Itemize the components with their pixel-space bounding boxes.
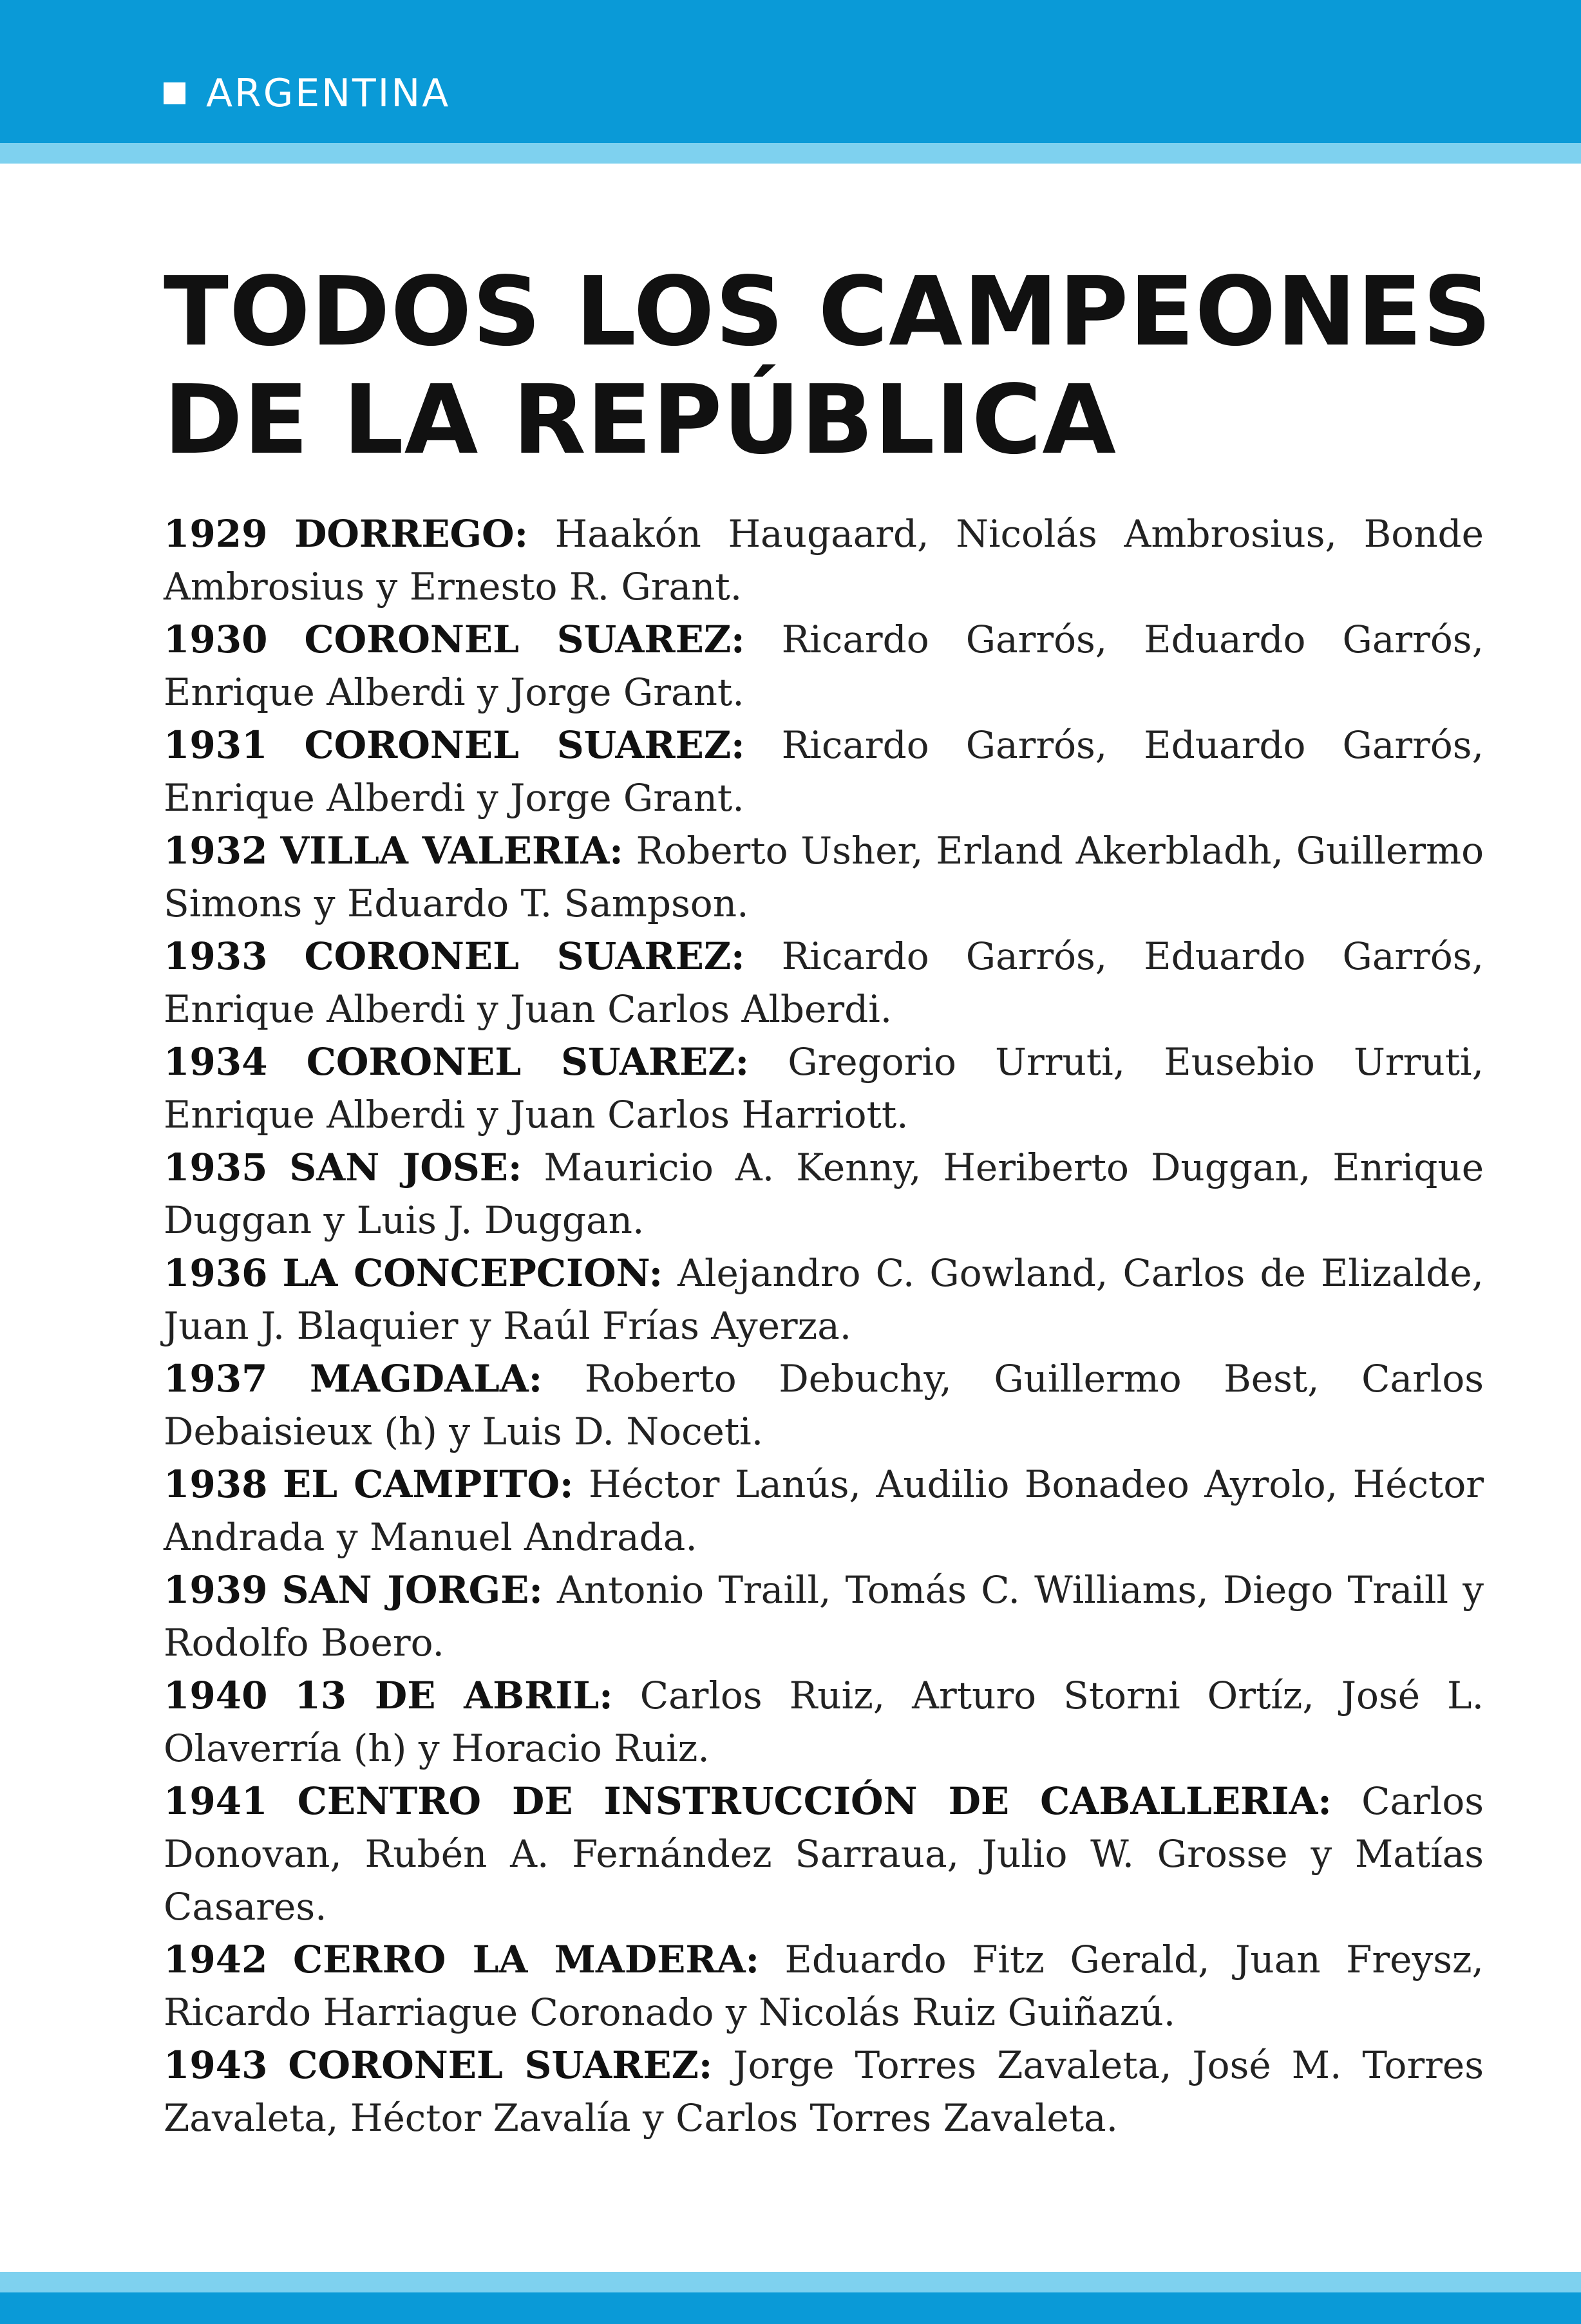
entry-players: Haakón Haugaard, Nicolás Ambrosius, Bonde Ambrosius y Ernesto R. Grant. bbox=[164, 512, 1484, 609]
entry-players: Ricardo Garrós, Eduardo Garrós, Enrique Alberdi y Jorge Grant. bbox=[164, 618, 1484, 714]
entry-club: MAGDALA: bbox=[309, 1357, 543, 1401]
page-title bbox=[164, 256, 1492, 475]
entry-year: 1939 bbox=[164, 1568, 268, 1612]
champion-entry bbox=[164, 1669, 1484, 1775]
entry-year: 1938 bbox=[164, 1462, 268, 1506]
champion-entry bbox=[164, 1933, 1484, 2039]
footer-stripe bbox=[0, 2272, 1581, 2292]
champions-list bbox=[164, 507, 1484, 2144]
entry-year: 1934 bbox=[164, 1040, 268, 1084]
entry-year: 1940 bbox=[164, 1674, 268, 1717]
entry-club: VILLA VALERIA: bbox=[280, 829, 623, 873]
champion-entry bbox=[164, 1775, 1484, 1933]
entry-year: 1937 bbox=[164, 1357, 268, 1401]
champion-entry bbox=[164, 1141, 1484, 1247]
entry-club: EL CAMPITO: bbox=[282, 1462, 574, 1506]
champion-entry bbox=[164, 1564, 1484, 1669]
title-line-2: DE LA REPÚBLICA bbox=[164, 364, 1117, 475]
entry-club: CORONEL SUAREZ: bbox=[304, 723, 745, 767]
entry-club: CORONEL SUAREZ: bbox=[288, 2043, 713, 2087]
entry-club: CENTRO DE INSTRUCCIÓN DE CABALLERIA: bbox=[297, 1779, 1332, 1823]
champion-entry bbox=[164, 1247, 1484, 1352]
entry-year: 1930 bbox=[164, 618, 268, 661]
entry-club: CORONEL SUAREZ: bbox=[306, 1040, 749, 1084]
entry-year: 1942 bbox=[164, 1938, 268, 1981]
champion-entry bbox=[164, 1352, 1484, 1458]
entry-year: 1933 bbox=[164, 934, 268, 978]
entry-players: Carlos Donovan, Rubén A. Fernández Sarraua, Julio W. Grosse y Matías Casares. bbox=[164, 1779, 1484, 1929]
entry-club: CORONEL SUAREZ: bbox=[304, 934, 745, 978]
entry-players: Antonio Traill, Tomás C. Williams, Diego Traill y Rodolfo Boero. bbox=[164, 1568, 1484, 1665]
champion-entry bbox=[164, 613, 1484, 719]
entry-year: 1935 bbox=[164, 1146, 268, 1189]
champion-entry bbox=[164, 930, 1484, 1035]
entry-year: 1932 bbox=[164, 829, 268, 873]
entry-club: CERRO LA MADERA: bbox=[292, 1938, 759, 1981]
entry-players: Roberto Usher, Erland Akerbladh, Guillermo Simons y Eduardo T. Sampson. bbox=[164, 829, 1484, 925]
champion-entry bbox=[164, 719, 1484, 824]
entry-year: 1929 bbox=[164, 512, 268, 556]
champion-entry bbox=[164, 1035, 1484, 1141]
section-label bbox=[164, 64, 450, 122]
square-icon bbox=[164, 82, 185, 104]
entry-club: SAN JORGE: bbox=[281, 1568, 543, 1612]
entry-players: Alejandro C. Gowland, Carlos de Elizalde, Juan J. Blaquier y Raúl Frías Ayerza. bbox=[164, 1251, 1484, 1348]
entry-players: Carlos Ruiz, Arturo Storni Ortíz, José L. Olaverría (h) y Horacio Ruiz. bbox=[164, 1674, 1484, 1770]
entry-players: Jorge Torres Zavaleta, José M. Torres Zavaleta, Héctor Zavalía y Carlos Torres Zavaleta. bbox=[164, 2043, 1484, 2140]
entry-club: SAN JOSE: bbox=[289, 1146, 522, 1189]
section-label-text: ARGENTINA bbox=[206, 71, 451, 116]
champion-entry bbox=[164, 2039, 1484, 2144]
entry-club: DORREGO: bbox=[294, 512, 528, 556]
entry-players: Ricardo Garrós, Eduardo Garrós, Enrique Alberdi y Juan Carlos Alberdi. bbox=[164, 934, 1484, 1031]
champion-entry bbox=[164, 824, 1484, 930]
entry-year: 1943 bbox=[164, 2043, 268, 2087]
entry-year: 1941 bbox=[164, 1779, 268, 1823]
footer-bar bbox=[0, 2292, 1581, 2324]
entry-players: Eduardo Fitz Gerald, Juan Freysz, Ricardo Harriague Coronado y Nicolás Ruiz Guiñazú. bbox=[164, 1938, 1484, 2034]
entry-year: 1936 bbox=[164, 1251, 268, 1295]
entry-year: 1931 bbox=[164, 723, 268, 767]
entry-club: 13 DE ABRIL: bbox=[294, 1674, 613, 1717]
header-stripe bbox=[0, 143, 1581, 164]
entry-players: Ricardo Garrós, Eduardo Garrós, Enrique Alberdi y Jorge Grant. bbox=[164, 723, 1484, 820]
champion-entry bbox=[164, 1458, 1484, 1564]
entry-club: LA CONCEPCION: bbox=[282, 1251, 663, 1295]
entry-players: Roberto Debuchy, Guillermo Best, Carlos Debaisieux (h) y Luis D. Noceti. bbox=[164, 1357, 1484, 1453]
entry-players: Héctor Lanús, Audilio Bonadeo Ayrolo, Héctor Andrada y Manuel Andrada. bbox=[164, 1462, 1484, 1559]
entry-club: CORONEL SUAREZ: bbox=[304, 618, 745, 661]
title-line-1: TODOS LOS CAMPEONES bbox=[164, 256, 1492, 367]
champion-entry bbox=[164, 507, 1484, 613]
entry-players: Mauricio A. Kenny, Heriberto Duggan, Enrique Duggan y Luis J. Duggan. bbox=[164, 1146, 1484, 1242]
entry-players: Gregorio Urruti, Eusebio Urruti, Enrique Alberdi y Juan Carlos Harriott. bbox=[164, 1040, 1484, 1137]
